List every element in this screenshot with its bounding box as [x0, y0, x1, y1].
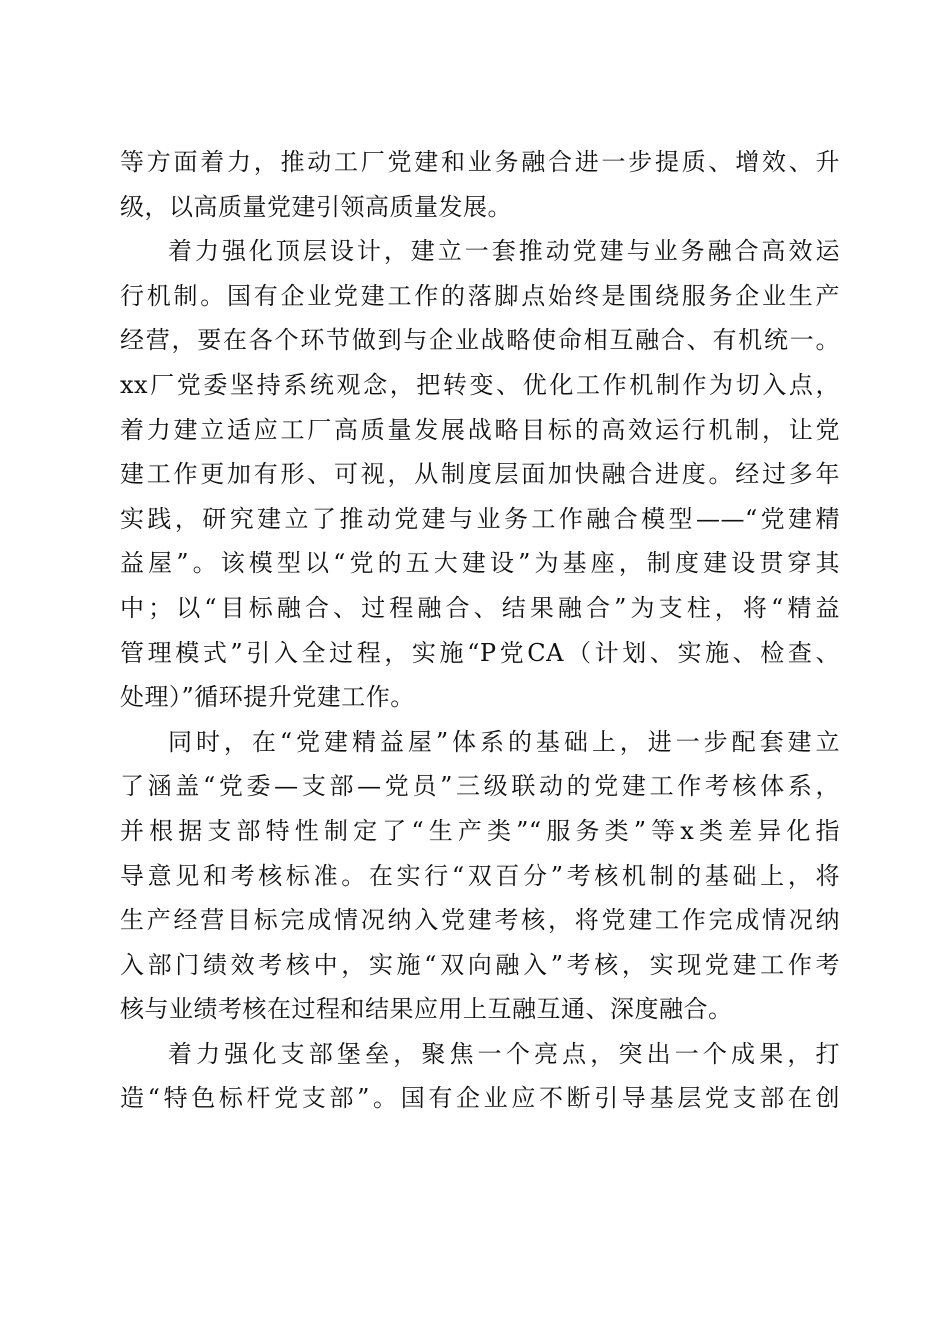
text-line: 益屋”。该模型以“党的五大建设”为基座，制度建设贯穿其: [120, 549, 840, 578]
body-text: [120, 140, 840, 1121]
text-line: 等方面着力，推动工厂党建和业务融合进一步提质、增效、升: [120, 148, 840, 176]
text-line: 管理模式”引入全过程，实施“P党CA（计划、实施、检查、: [120, 638, 840, 667]
text-line: 级，以高质量党建引领高质量发展。: [120, 192, 512, 221]
text-line: xx厂党委坚持系统观念，把转变、优化工作机制作为切入点，: [120, 370, 840, 399]
text-line: 处理）”循环提升党建工作。: [120, 683, 415, 712]
text-line: 中；以“目标融合、过程融合、结果融合”为支柱，将“精益: [120, 593, 840, 622]
paragraph-start-line: 着力强化支部堡垒，聚焦一个亮点，突出一个成果，打: [168, 1039, 840, 1068]
text-line: 入部门绩效考核中，实施“双向融入”考核，实现党建工作考: [120, 950, 840, 979]
text-line: 了涵盖“党委—支部—党员”三级联动的党建工作考核体系，: [120, 772, 840, 801]
text-line: 生产经营目标完成情况纳入党建考核，将党建工作完成情况纳: [120, 906, 840, 935]
text-line: 着力建立适应工厂高质量发展战略目标的高效运行机制，让党: [120, 415, 840, 444]
text-line: 造“特色标杆党支部”。国有企业应不断引导基层党支部在创: [120, 1084, 840, 1113]
text-line: 导意见和考核标准。在实行“双百分”考核机制的基础上，将: [120, 861, 840, 890]
text-line: 经营，要在各个环节做到与企业战略使命相互融合、有机统一。: [120, 326, 840, 355]
text-line: 行机制。国有企业党建工作的落脚点始终是围绕服务企业生产: [120, 281, 840, 310]
text-line: 建工作更加有形、可视，从制度层面加快融合进度。经过多年: [120, 460, 840, 489]
text-line: 核与业绩考核在过程和结果应用上互融互通、深度融合。: [120, 995, 733, 1024]
paragraph-start-line: 同时，在“党建精益屋”体系的基础上，进一步配套建立: [168, 727, 840, 756]
text-line: 并根据支部特性制定了“生产类”“服务类”等x类差异化指: [120, 816, 840, 845]
text-line: 实践，研究建立了推动党建与业务工作融合模型——“党建精: [120, 504, 840, 533]
paragraph-start-line: 着力强化顶层设计，建立一套推动党建与业务融合高效运: [168, 237, 840, 266]
